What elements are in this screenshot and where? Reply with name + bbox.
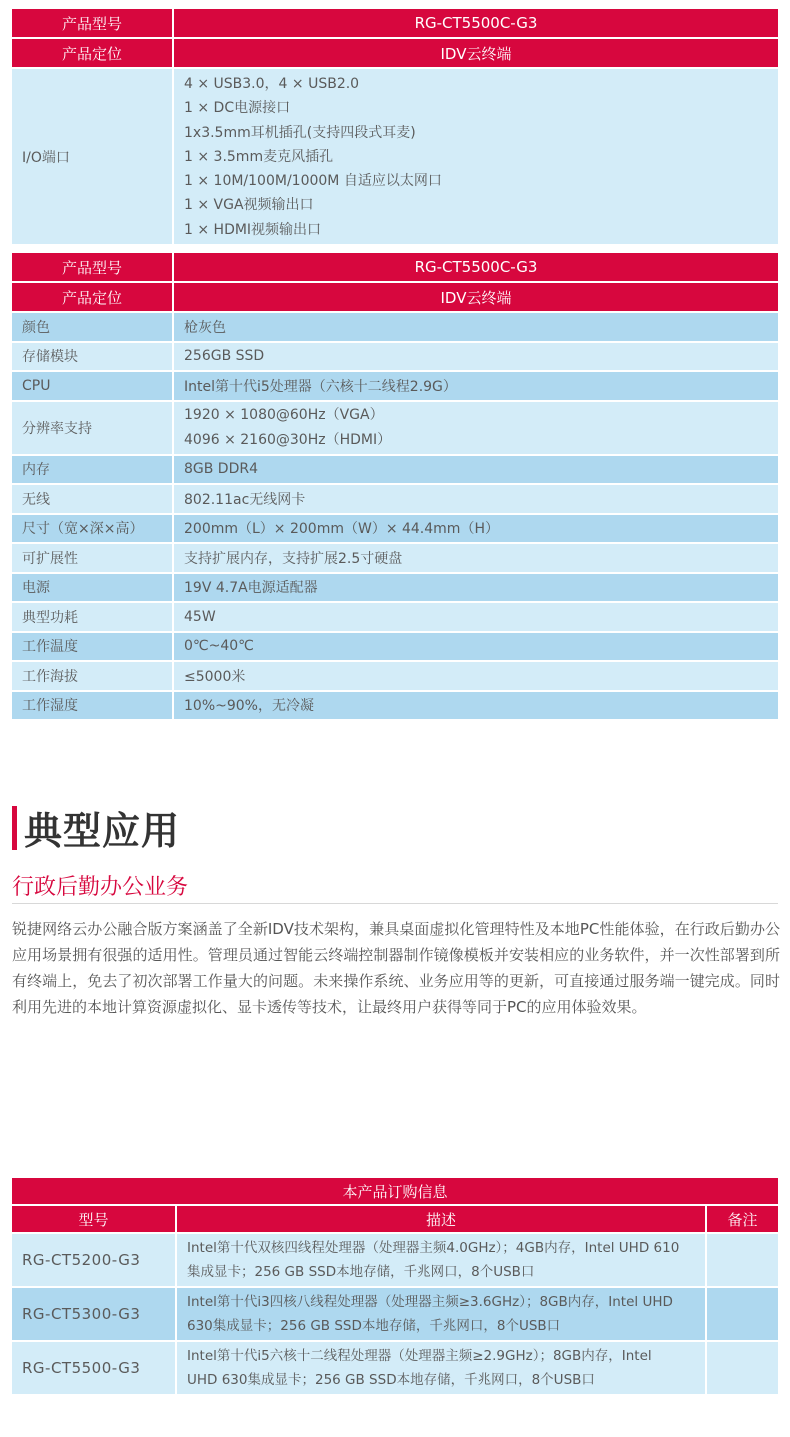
spec-row-resolution xyxy=(12,402,778,456)
spec-label: 无线 xyxy=(12,485,174,515)
spec-value-model: RG-CT5500C-G3 xyxy=(174,253,778,283)
spec-value: 19V 4.7A电源适配器 xyxy=(174,574,778,604)
spec-header-row-position xyxy=(12,283,778,313)
spec-value: 8GB DDR4 xyxy=(174,456,778,486)
spec-row-power xyxy=(12,574,778,604)
spec-row-consumption xyxy=(12,603,778,633)
order-desc xyxy=(177,1342,707,1396)
spec-value: 45W xyxy=(174,603,778,633)
order-header-model: 型号 xyxy=(12,1206,177,1234)
spec-row-altitude xyxy=(12,662,778,692)
section-paragraph: 锐捷网络云办公融合版方案涵盖了全新IDV技术架构，兼具桌面虚拟化管理特性及本地PC性能体验，在行政后勤办公应用场景拥有很强的适用性。管理员通过智能云终端控制器制作镜像模板并安装相应的业务软件，并一次性部署到所有终端上，免去了初次部署工作量大的问题。未来操作系统、业务应用等的更新，可直接通过服务端一键完成。同时利用先进的本地计算资源虚拟化、显卡透传等技术，让最终用户获得等同于PC的应用体验效果。 xyxy=(12,920,780,1016)
spec-row-cpu xyxy=(12,372,778,402)
desc-line: UHD 630集成显卡；256 GB SSD本地存储，千兆网口，8个USB口 xyxy=(187,1372,595,1388)
spec-label-position: 产品定位 xyxy=(12,283,174,313)
spec-value-position: IDV云终端 xyxy=(174,283,778,313)
spec-label-io: I/O端口 xyxy=(12,69,174,246)
spec-label: 分辨率支持 xyxy=(12,402,174,456)
order-row xyxy=(12,1342,778,1396)
spec-value: ≤5000米 xyxy=(174,662,778,692)
spec-label: 可扩展性 xyxy=(12,544,174,574)
spec-header-row-model xyxy=(12,9,778,39)
spec-value: 200mm（L）× 200mm（W）× 44.4mm（H） xyxy=(174,515,778,545)
spec-label: 内存 xyxy=(12,456,174,486)
spec-value-io xyxy=(174,69,778,246)
order-desc xyxy=(177,1288,707,1342)
order-model: RG-CT5200-G3 xyxy=(12,1234,177,1288)
io-line: 1x3.5mm耳机插孔(支持四段式耳麦) xyxy=(184,124,416,141)
spec-value: 802.11ac无线网卡 xyxy=(174,485,778,515)
spec-value: Intel第十代i5处理器（六核十二线程2.9G） xyxy=(174,372,778,402)
io-line: 1 × VGA视频输出口 xyxy=(184,197,314,214)
spec-row-expandability xyxy=(12,544,778,574)
section-subtitle: 行政后勤办公业务 xyxy=(12,875,189,900)
spec-label: 尺寸（宽×深×高） xyxy=(12,515,174,545)
spec-label: 工作湿度 xyxy=(12,692,174,722)
spec-header-row-position xyxy=(12,39,778,69)
spec-label-model: 产品型号 xyxy=(12,253,174,283)
order-model: RG-CT5300-G3 xyxy=(12,1288,177,1342)
spec-row-wireless xyxy=(12,485,778,515)
spec-label: 工作海拔 xyxy=(12,662,174,692)
order-row xyxy=(12,1234,778,1288)
io-line: 1 × DC电源接口 xyxy=(184,100,291,117)
spec-value-position: IDV云终端 xyxy=(174,39,778,69)
subtitle-divider xyxy=(12,903,778,904)
order-row xyxy=(12,1288,778,1342)
order-desc xyxy=(177,1234,707,1288)
order-caption: 本产品订购信息 xyxy=(12,1178,778,1206)
spec-value: 枪灰色 xyxy=(174,313,778,343)
spec-row-memory xyxy=(12,456,778,486)
desc-line: Intel第十代i3四核八线程处理器（处理器主频≥3.6GHz）；8GB内存，Intel UHD xyxy=(187,1294,673,1310)
spec-label: 存储模块 xyxy=(12,343,174,373)
section-accent-bar xyxy=(12,806,17,850)
spec-value: 10%~90%，无冷凝 xyxy=(174,692,778,722)
spec-row-storage xyxy=(12,343,778,373)
order-note xyxy=(707,1342,778,1396)
resolution-line: 1920 × 1080@60Hz（VGA） xyxy=(184,407,384,424)
resolution-line: 4096 × 2160@30Hz（HDMI） xyxy=(184,431,392,448)
order-model: RG-CT5500-G3 xyxy=(12,1342,177,1396)
spec-label: 电源 xyxy=(12,574,174,604)
spec-label: 颜色 xyxy=(12,313,174,343)
io-line: 4 × USB3.0，4 × USB2.0 xyxy=(184,76,360,92)
order-header-note: 备注 xyxy=(707,1206,778,1234)
spec-row-io xyxy=(12,69,778,246)
spec-header-row-model xyxy=(12,253,778,283)
spec-table-main xyxy=(12,253,778,721)
io-line: 1 × HDMI视频输出口 xyxy=(184,221,322,238)
spec-label: 工作温度 xyxy=(12,633,174,663)
order-header-row xyxy=(12,1206,778,1234)
io-line: 1 × 3.5mm麦克风插孔 xyxy=(184,148,334,165)
order-note xyxy=(707,1234,778,1288)
spec-table-io xyxy=(12,9,778,246)
section-title: 典型应用 xyxy=(24,809,181,853)
spec-label-model: 产品型号 xyxy=(12,9,174,39)
spec-label: CPU xyxy=(12,372,174,402)
desc-line: 集成显卡；256 GB SSD本地存储，千兆网口，8个USB口 xyxy=(187,1264,535,1280)
order-caption-row xyxy=(12,1178,778,1206)
desc-line: Intel第十代双核四线程处理器（处理器主频4.0GHz）；4GB内存，Intel UHD 610 xyxy=(187,1240,680,1256)
spec-value: 支持扩展内存，支持扩展2.5寸硬盘 xyxy=(174,544,778,574)
desc-line: 630集成显卡；256 GB SSD本地存储，千兆网口，8个USB口 xyxy=(187,1318,561,1334)
order-header-desc: 描述 xyxy=(177,1206,707,1234)
spec-label: 典型功耗 xyxy=(12,603,174,633)
spec-value: 256GB SSD xyxy=(174,343,778,373)
desc-line: Intel第十代i5六核十二线程处理器（处理器主频≥2.9GHz）；8GB内存，Intel xyxy=(187,1348,652,1364)
io-line: 1 × 10M/100M/1000M 自适应以太网口 xyxy=(184,173,442,190)
spec-label-position: 产品定位 xyxy=(12,39,174,69)
order-table xyxy=(12,1178,778,1396)
spec-value xyxy=(174,402,778,456)
order-note xyxy=(707,1288,778,1342)
spec-value: 0℃~40℃ xyxy=(174,633,778,663)
spec-value-model: RG-CT5500C-G3 xyxy=(174,9,778,39)
spec-row-color xyxy=(12,313,778,343)
spec-row-dimensions xyxy=(12,515,778,545)
spec-row-humidity xyxy=(12,692,778,722)
spec-row-temperature xyxy=(12,633,778,663)
